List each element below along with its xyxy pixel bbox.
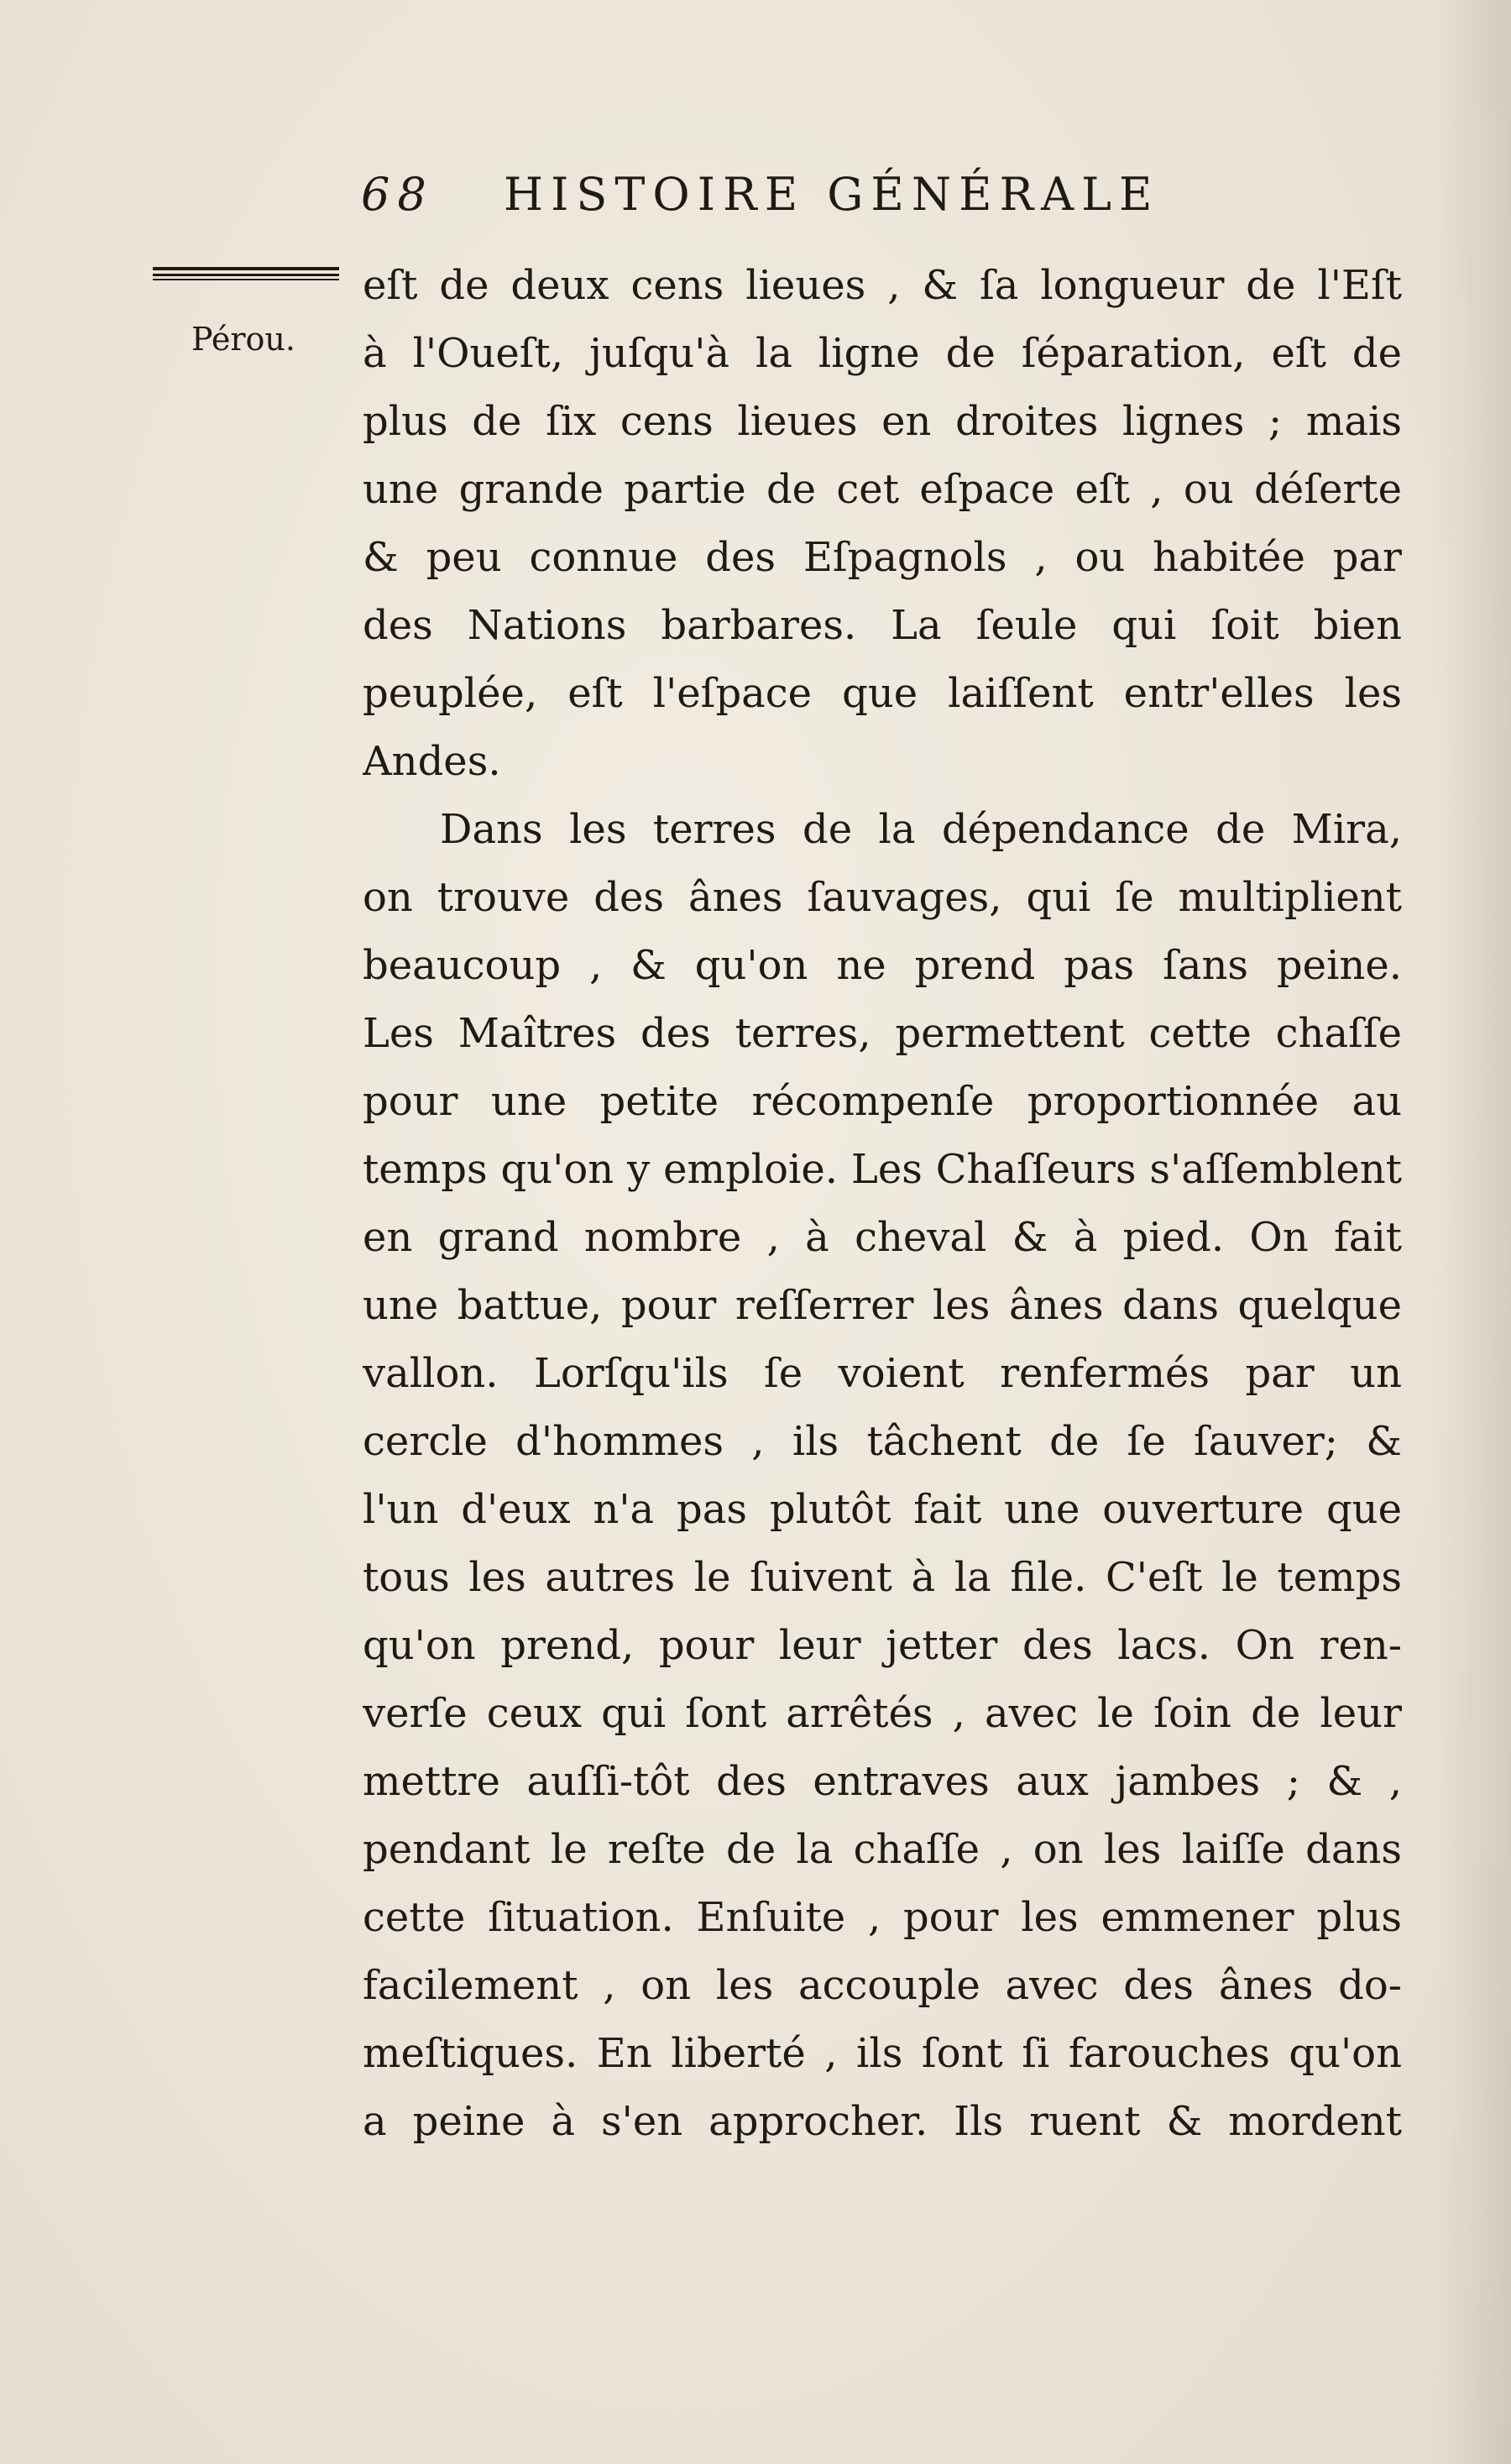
text-line: à l'Oueſt, juſqu'à la ligne de ſéparation, eſt de xyxy=(363,330,1402,377)
text-line: qu'on prend, pour leur jetter des lacs. On ren- xyxy=(363,1622,1402,1669)
text-line: vallon. Lorſqu'ils ſe voient renfermés par un xyxy=(363,1350,1402,1397)
text-line: meſtiques. En liberté , ils ſont ſi farouches qu'on xyxy=(363,2030,1402,2077)
text-line: des Nations barbares. La ſeule qui ſoit bien xyxy=(363,602,1402,649)
margin-note: Pérou. xyxy=(191,321,295,358)
text-line: mettre auſſi-tôt des entraves aux jambes ; & , xyxy=(363,1758,1402,1805)
text-line: temps qu'on y emploie. Les Chaſſeurs s'aſſemblent xyxy=(363,1146,1402,1193)
text-line: & peu connue des Eſpagnols , ou habitée par xyxy=(363,534,1402,581)
text-line: en grand nombre , à cheval & à pied. On fait xyxy=(363,1214,1402,1261)
text-line: l'un d'eux n'a pas plutôt fait une ouverture que xyxy=(363,1486,1402,1533)
text-line: une battue, pour reſſerrer les ânes dans quelque xyxy=(363,1282,1402,1329)
page-gutter-shadow xyxy=(1435,0,1511,2464)
text-line: une grande partie de cet eſpace eſt , ou déſerte xyxy=(363,466,1402,513)
running-title: HISTOIRE GÉNÉRALE xyxy=(504,168,1160,221)
text-line: Andes. xyxy=(363,738,501,785)
text-line: Dans les terres de la dépendance de Mira, xyxy=(440,806,1402,853)
text-line: cette ſituation. Enſuite , pour les emmener plus xyxy=(363,1894,1402,1941)
text-line: eſt de deux cens lieues , & ſa longueur de l'Eſt xyxy=(363,262,1402,309)
text-line: tous les autres le ſuivent à la file. C'eſt le temps xyxy=(363,1554,1402,1601)
page-header xyxy=(361,168,1352,227)
body-text xyxy=(363,252,1402,2156)
margin-rule-ornament xyxy=(153,267,339,282)
text-line: on trouve des ânes ſauvages, qui ſe multiplient xyxy=(363,874,1402,921)
text-line: peuplée, eſt l'eſpace que laiſſent entr'elles les xyxy=(363,670,1402,717)
text-line: facilement , on les accouple avec des ânes do- xyxy=(363,1962,1402,2009)
text-line: beaucoup , & qu'on ne prend pas ſans peine. xyxy=(363,942,1402,989)
text-line: a peine à s'en approcher. Ils ruent & mordent xyxy=(363,2098,1402,2145)
text-line: pour une petite récompenſe proportionnée au xyxy=(363,1078,1402,1125)
text-line: cercle d'hommes , ils tâchent de ſe ſauver; & xyxy=(363,1418,1402,1465)
text-line: plus de ſix cens lieues en droites lignes ; mais xyxy=(363,398,1402,445)
text-line: Les Maîtres des terres, permettent cette chaſſe xyxy=(363,1010,1402,1057)
page-number: 68 xyxy=(361,168,434,221)
text-line: pendant le reſte de la chaſſe , on les laiſſe dans xyxy=(363,1826,1402,1873)
text-line: verſe ceux qui ſont arrêtés , avec le ſoin de leur xyxy=(363,1690,1402,1737)
